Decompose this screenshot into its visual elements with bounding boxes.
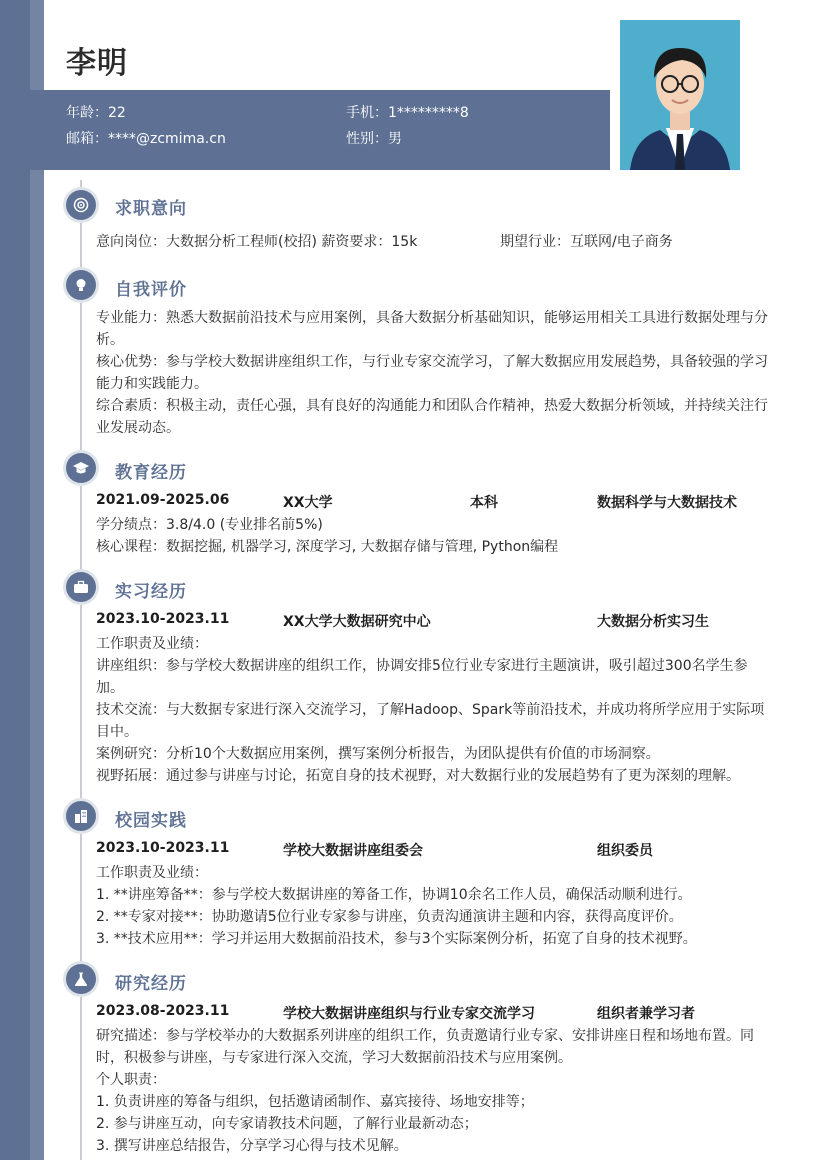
- age-label: 年龄：: [66, 105, 108, 121]
- research-line-5: 3. 撰写讲座总结报告，分享学习心得与技术见解。: [96, 1138, 408, 1154]
- email-label: 邮箱：: [66, 131, 108, 147]
- campus-line-2: 1. **讲座筹备**：参与学校大数据讲座的筹备工作，协调10余名工作人员，确保活动顺利进行。: [96, 887, 692, 903]
- gender-value: 男: [388, 131, 402, 147]
- flask-icon: [66, 964, 96, 994]
- intern-line-1: 工作职责及业绩：: [96, 636, 208, 652]
- self-eval-2: 核心优势：参与学校大数据讲座组织工作，与行业专家交流学习，了解大数据应用发展趋势，具备较强的学习能力和实践能力。: [96, 354, 768, 392]
- research-line-4: 2. 参与讲座互动，向专家请教技术问题，了解行业最新动态；: [96, 1116, 478, 1132]
- building-icon: [66, 801, 96, 831]
- edu-date: 2021.09-2025.06: [96, 492, 230, 508]
- graduation-cap-icon: [66, 453, 96, 483]
- section-title-intern: 实习经历: [115, 582, 187, 602]
- campus-line-4: 3. **技术应用**：学习并运用大数据前沿技术，参与3个实际案例分析，拓宽了自身的技术视野。: [96, 931, 697, 947]
- research-line-3: 1. 负责讲座的筹备与组织，包括邀请函制作、嘉宾接待、场地安排等；: [96, 1094, 534, 1110]
- research-line-1: 研究描述：参与学校举办的大数据系列讲座的组织工作，负责邀请行业专家、安排讲座日程和场地布置。同时，积极参与讲座，与专家进行深入交流，学习大数据前沿技术与应用案例。: [96, 1028, 754, 1066]
- edu-major: 数据科学与大数据技术: [597, 495, 737, 511]
- intern-role: 大数据分析实习生: [597, 614, 709, 630]
- edu-school: XX大学: [283, 495, 333, 511]
- campus-line-1: 工作职责及业绩：: [96, 865, 208, 881]
- intern-line-5: 视野拓展：通过参与讲座与讨论，拓宽自身的技术视野，对大数据行业的发展趋势有了更为深刻的理解。: [96, 768, 740, 784]
- briefcase-icon: [66, 572, 96, 602]
- intent-industry: 期望行业：互联网/电子商务: [500, 234, 673, 250]
- section-title-research: 研究经历: [115, 974, 187, 994]
- intent-row: [96, 231, 768, 253]
- edu-degree: 本科: [470, 495, 498, 511]
- section-title-education: 教育经历: [115, 463, 187, 483]
- edu-gpa: 学分绩点：3.8/4.0 (专业排名前5%): [96, 517, 323, 533]
- campus-line-3: 2. **专家对接**：协助邀请5位行业专家参与讲座，负责沟通演讲主题和内容，获得高度评价。: [96, 909, 683, 925]
- email-value: ****@zcmima.cn: [108, 131, 226, 147]
- lightbulb-icon: [66, 270, 96, 300]
- left-accent-bar-inner: [30, 0, 44, 1160]
- phone-value: 1*********8: [388, 105, 469, 121]
- profile-photo: [620, 20, 740, 170]
- research-topic: 学校大数据讲座组织与行业专家交流学习: [283, 1006, 535, 1022]
- intent-salary: 薪资要求：15k: [321, 234, 418, 250]
- gender-field: [346, 128, 402, 148]
- target-icon: [66, 190, 96, 220]
- age-value: 22: [108, 105, 126, 121]
- intent-position: 意向岗位：大数据分析工程师(校招): [96, 234, 317, 250]
- gender-label: 性别：: [346, 131, 388, 147]
- section-title-self: 自我评价: [115, 280, 187, 300]
- research-line-2: 个人职责：: [96, 1072, 166, 1088]
- self-eval-3: 综合素质：积极主动，责任心强，具有良好的沟通能力和团队合作精神，热爱大数据分析领域，并持续关注行业发展动态。: [96, 398, 768, 436]
- email-field: [66, 128, 226, 148]
- research-role: 组织者兼学习者: [597, 1006, 695, 1022]
- intern-org: XX大学大数据研究中心: [283, 614, 431, 630]
- edu-courses: 核心课程：数据挖掘, 机器学习, 深度学习, 大数据存储与管理, Python编程: [96, 539, 559, 555]
- left-accent-bar: [0, 0, 30, 1160]
- intern-line-3: 技术交流：与大数据专家进行深入交流学习，了解Hadoop、Spark等前沿技术，并成功将所学应用于实际项目中。: [96, 702, 765, 740]
- campus-role: 组织委员: [597, 843, 653, 859]
- phone-label: 手机：: [346, 105, 388, 121]
- age-field: [66, 102, 126, 122]
- intern-line-4: 案例研究：分析10个大数据应用案例，撰写案例分析报告，为团队提供有价值的市场洞察。: [96, 746, 660, 762]
- phone-field: [346, 102, 469, 122]
- campus-date: 2023.10-2023.11: [96, 840, 230, 856]
- section-title-campus: 校园实践: [115, 811, 187, 831]
- research-date: 2023.08-2023.11: [96, 1003, 230, 1019]
- candidate-name: 李明: [66, 46, 128, 81]
- intern-line-2: 讲座组织：参与学校大数据讲座的组织工作，协调安排5位行业专家进行主题演讲，吸引超过300名学生参加。: [96, 658, 748, 696]
- intern-date: 2023.10-2023.11: [96, 611, 230, 627]
- self-eval-1: 专业能力：熟悉大数据前沿技术与应用案例，具备大数据分析基础知识，能够运用相关工具进行数据处理与分析。: [96, 310, 768, 348]
- section-title-intent: 求职意向: [115, 199, 187, 219]
- timeline-line: [80, 180, 82, 1160]
- campus-org: 学校大数据讲座组委会: [283, 843, 423, 859]
